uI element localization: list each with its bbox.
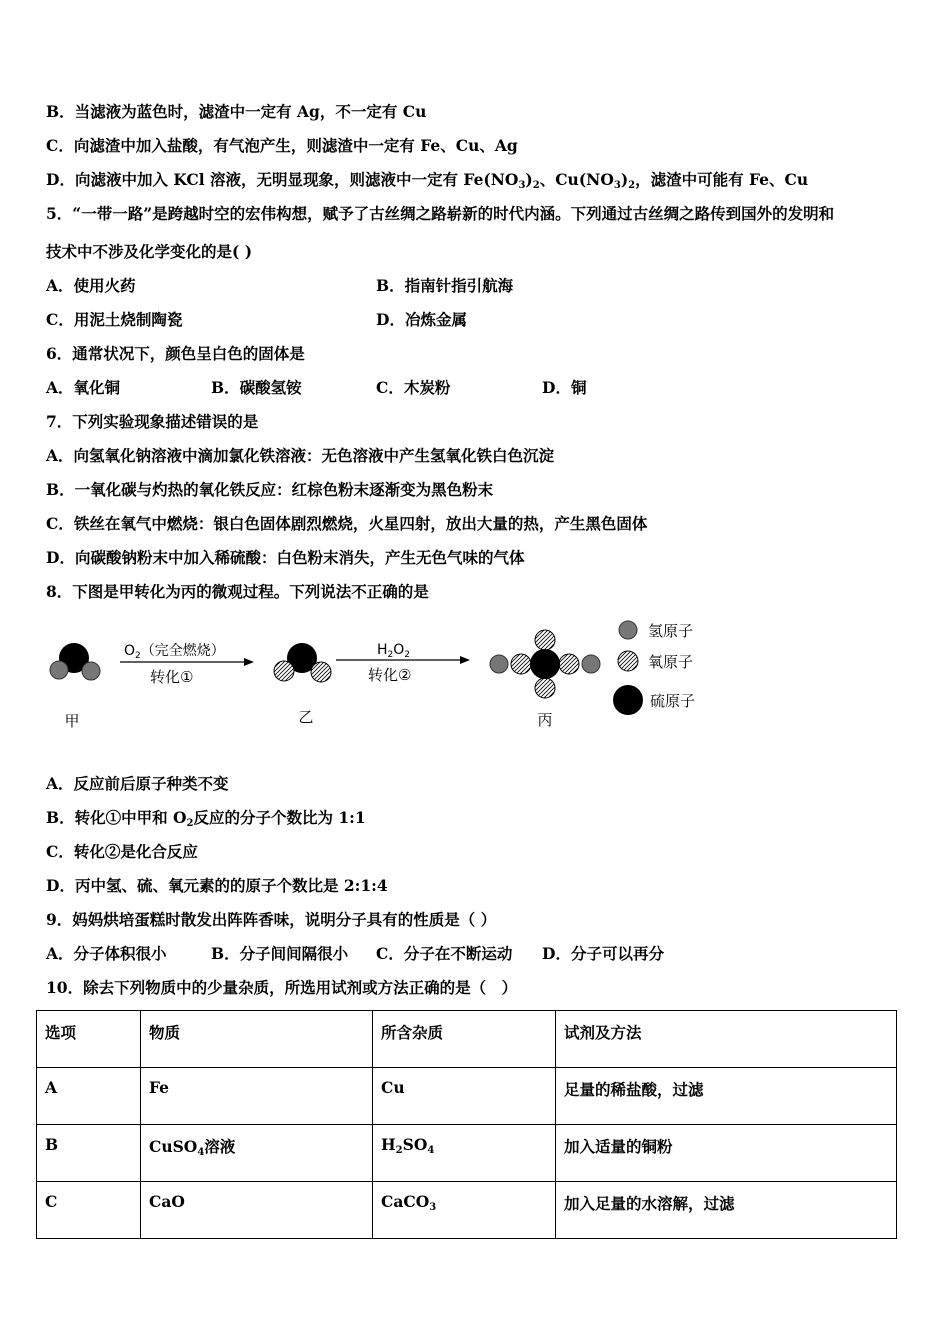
- q6-stem: 6．通常状况下，颜色呈白色的固体是: [46, 344, 305, 363]
- cell-impurity: $H_2SO_4$: [373, 1125, 556, 1182]
- oxygen-atom: [535, 678, 555, 698]
- q10-table: [36, 1010, 897, 1239]
- q5-stem-line2: 技术中不涉及化学变化的是( ): [46, 242, 253, 261]
- arrow-1-top-label: $O_2$（完全燃烧）: [124, 643, 225, 661]
- q5-option-c: C．用泥土烧制陶瓷: [46, 310, 183, 329]
- label-jia: 甲: [64, 712, 80, 730]
- q8-option-a: A．反应前后原子种类不变: [46, 774, 229, 793]
- molecule-conversion-diagram: [40, 618, 740, 738]
- q6-option-d: D．铜: [542, 378, 587, 397]
- legend-oxygen-swatch: [618, 651, 638, 671]
- legend-sulfur-swatch: [613, 685, 643, 715]
- q6-option-c: C．木炭粉: [376, 378, 451, 397]
- oxygen-atom: [274, 661, 294, 681]
- hydrogen-atom: [50, 661, 68, 679]
- q4-option-c: C．向滤渣中加入盐酸，有气泡产生，则滤渣中一定有 Fe、Cu、Ag: [46, 136, 518, 155]
- q7-option-c: C．铁丝在氧气中燃烧：银白色固体剧烈燃烧，火星四射，放出大量的热，产生黑色固体: [46, 514, 648, 533]
- cell-method: 加入适量的铜粉: [556, 1125, 897, 1182]
- table-row: [37, 1125, 897, 1182]
- q5-option-a: A．使用火药: [46, 276, 136, 295]
- q8-option-d: D．丙中氢、硫、氧元素的的原子个数比是 2:1:4: [46, 876, 388, 895]
- cell-option: C: [37, 1182, 141, 1239]
- hydrogen-atom: [490, 655, 508, 673]
- hydrogen-atom: [82, 662, 100, 680]
- arrow-2-head: [460, 656, 470, 664]
- q7-stem: 7．下列实验现象描述错误的是: [46, 412, 259, 431]
- arrow-2-top-label: $H_2O_2$: [377, 642, 411, 660]
- q10-stem: 10．除去下列物质中的少量杂质，所选用试剂或方法正确的是（ ）: [46, 978, 518, 997]
- molecule-jia: [50, 643, 100, 680]
- q9-option-a: A．分子体积很小: [46, 944, 167, 963]
- q9-option-c: C．分子在不断运动: [376, 944, 513, 963]
- cell-impurity: Cu: [373, 1068, 556, 1125]
- q8-option-c: C．转化②是化合反应: [46, 842, 198, 861]
- cell-option: B: [37, 1125, 141, 1182]
- q5-stem-line1: 5．“一带一路”是跨越时空的宏伟构想，赋予了古丝绸之路崭新的时代内涵。下列通过古丝绸之路传到国外的发明和: [46, 204, 835, 223]
- cell-method: 加入足量的水溶解，过滤: [556, 1182, 897, 1239]
- header-method: 试剂及方法: [556, 1011, 897, 1068]
- legend-oxygen-label: 氧原子: [648, 653, 694, 671]
- q7-option-a: A．向氢氧化钠溶液中滴加氯化铁溶液：无色溶液中产生氢氧化铁白色沉淀: [46, 446, 555, 465]
- molecule-yi: [274, 643, 331, 682]
- q9-option-d: D．分子可以再分: [542, 944, 664, 963]
- arrow-2-bottom-label: 转化②: [368, 666, 412, 684]
- cell-impurity: CaCO$_3$: [373, 1182, 556, 1239]
- table-header-row: [37, 1011, 897, 1068]
- label-bing: 丙: [537, 711, 553, 729]
- label-yi: 乙: [298, 708, 314, 726]
- q4-option-b: B．当滤液为蓝色时，滤渣中一定有 Ag，不一定有 Cu: [46, 102, 427, 121]
- oxygen-atom: [511, 654, 531, 674]
- table-row: [37, 1068, 897, 1125]
- q5-option-b: B．指南针指引航海: [376, 276, 514, 295]
- header-substance: 物质: [141, 1011, 373, 1068]
- legend-hydrogen-label: 氢原子: [648, 622, 694, 640]
- cell-substance: CaO: [141, 1182, 373, 1239]
- q5-option-d: D．冶炼金属: [376, 310, 467, 329]
- q9-option-b: B．分子间间隔很小: [211, 944, 349, 963]
- q6-option-b: B．碳酸氢铵: [211, 378, 302, 397]
- legend-sulfur-label: 硫原子: [650, 692, 696, 710]
- q4-option-d: D．向滤液中加入 KCl 溶液，无明显现象，则滤液中一定有 $Fe(NO_3)_2$、$Cu(NO_3)_2$，滤渣中可能有 Fe、Cu: [46, 170, 809, 191]
- hydrogen-atom: [582, 655, 600, 673]
- cell-option: A: [37, 1068, 141, 1125]
- q8-stem: 8．下图是甲转化为丙的微观过程。下列说法不正确的是: [46, 582, 429, 601]
- oxygen-atom: [559, 654, 579, 674]
- sulfur-atom: [530, 649, 560, 679]
- cell-substance: CuSO$_4$溶液: [141, 1125, 373, 1182]
- q6-option-a: A．氧化铜: [46, 378, 121, 397]
- header-option: 选项: [37, 1011, 141, 1068]
- q7-option-d: D．向碳酸钠粉末中加入稀硫酸：白色粉末消失，产生无色气味的气体: [46, 548, 525, 567]
- table-row: [37, 1182, 897, 1239]
- cell-method: 足量的稀盐酸，过滤: [556, 1068, 897, 1125]
- oxygen-atom: [535, 630, 555, 650]
- cell-substance: Fe: [141, 1068, 373, 1125]
- header-impurity: 所含杂质: [373, 1011, 556, 1068]
- q7-option-b: B．一氧化碳与灼热的氧化铁反应：红棕色粉末逐渐变为黑色粉末: [46, 480, 494, 499]
- q9-stem: 9．妈妈烘培蛋糕时散发出阵阵香味，说明分子具有的性质是（ ）: [46, 910, 497, 929]
- q8-option-b: B．转化①中甲和 $O_2$反应的分子个数比为 1:1: [46, 808, 366, 829]
- legend-hydrogen-swatch: [619, 621, 637, 639]
- oxygen-atom: [311, 662, 331, 682]
- molecule-bing: [490, 630, 600, 698]
- arrow-1-bottom-label: 转化①: [150, 668, 194, 686]
- arrow-1-head: [244, 658, 254, 666]
